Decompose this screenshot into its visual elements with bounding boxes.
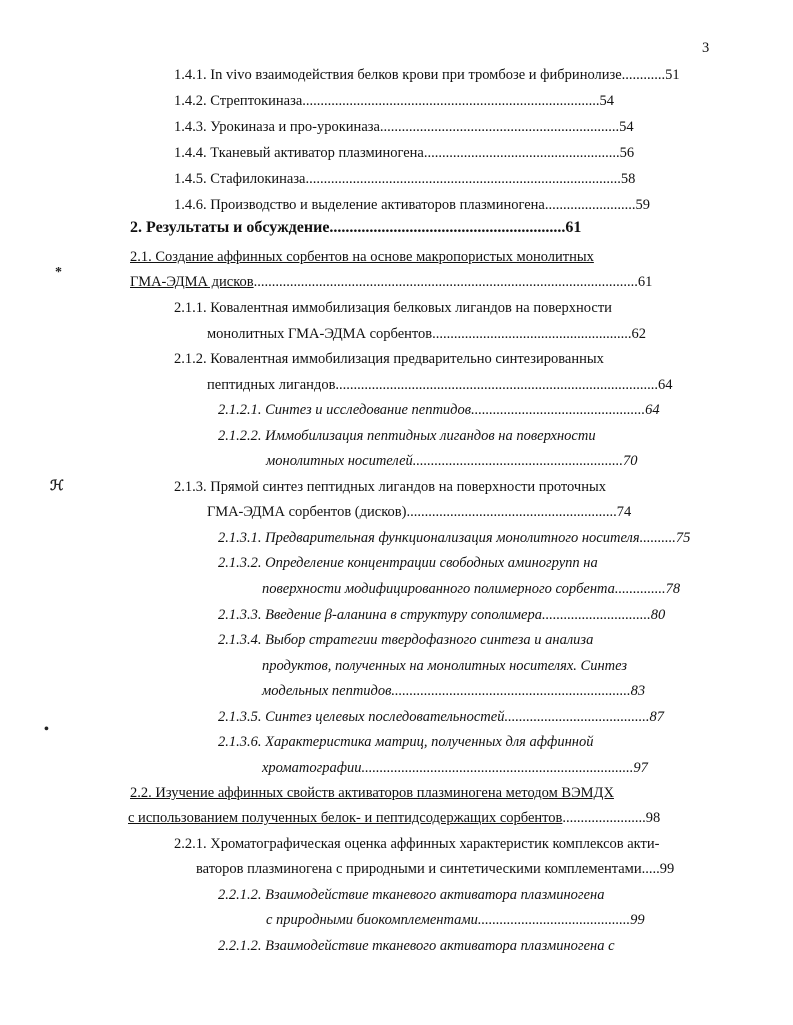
page-number: 3 [702,40,710,56]
toc-entry: 2.2. Изучение аффинных свойств активаторов плазминогена методом ВЭМДХ [130,785,614,801]
toc-entry: 2.1.3.6. Характеристика матриц, полученных для аффинной [218,734,594,750]
toc-entry: 2.1.2.2. Иммобилизация пептидных лигандов на поверхности [218,428,596,444]
toc-entry: 2.2.1. Хроматографическая оценка аффинных характеристик комплексов акти- [174,836,660,852]
toc-entry-leader: ..........................................................................................................61 [253,274,653,290]
toc-entry: монолитных ГМА-ЭДМА сорбентов.......................................................62 [207,326,647,342]
toc-entry: 2.1.3.2. Определение концентрации свободных аминогрупп на [218,555,598,571]
toc-entry: ваторов плазминогена с природными и синтетическими комплементами.....99 [196,861,675,877]
toc-entry: 2.1.2.1. Синтез и исследование пептидов................................................64 [218,402,660,418]
toc-entry: 2.1.3.1. Предварительная функционализация монолитного носителя..........75 [218,530,691,546]
toc-entry: 1.4.2. Стрептокиназа..................................................................................54 [174,93,614,109]
toc-entry: 2.1.2. Ковалентная иммобилизация предварительно синтезированных [174,351,604,367]
toc-entry [130,273,652,291]
toc-entry: хроматографии...........................................................................97 [262,760,648,776]
toc-entry: ГМА-ЭДМА сорбентов (дисков)..........................................................74 [207,504,632,520]
toc-entry: 2.1.1. Ковалентная иммобилизация белковых лигандов на поверхности [174,300,612,316]
toc-entry [128,809,660,827]
toc-entry: 2.1.3. Прямой синтез пептидных лигандов на поверхности проточных [174,479,606,495]
toc-entry: 2.1.3.3. Введение β-аланина в структуру сополимера..............................80 [218,607,666,623]
toc-entry: 1.4.5. Стафилокиназа.......................................................................................58 [174,171,636,187]
toc-entry-leader: .......................98 [562,810,661,826]
toc-entry: 1.4.4. Тканевый активатор плазминогена......................................................56 [174,145,635,161]
toc-entry: 1.4.6. Производство и выделение активаторов плазминогена.........................59 [174,197,650,213]
toc-entry: с природными биокомплементами..........................................99 [266,912,645,928]
toc-entry: 1.4.1. In vivo взаимодействия белков крови при тромбозе и фибринолизе............51 [174,67,680,83]
toc-entry: 1.4.3. Урокиназа и про-урокиназа..................................................................54 [174,119,634,135]
margin-mark: * [55,265,62,280]
toc-entry: продуктов, полученных на монолитных носителях. Синтез [262,658,628,674]
toc-entry: пептидных лигандов.........................................................................................64 [207,377,673,393]
toc-entry: 2.2.1.2. Взаимодействие тканевого активатора плазминогена с [218,938,615,954]
toc-entry-title: ГМА-ЭДМА дисков [130,274,254,290]
margin-mark: ℋ [50,479,64,494]
toc-entry: 2.1.3.5. Синтез целевых последовательностей........................................87 [218,709,664,725]
toc-entry: поверхности модифицированного полимерного сорбента..............78 [262,581,681,597]
margin-mark: • [44,722,49,737]
toc-entry: 2.1.3.4. Выбор стратегии твердофазного синтеза и анализа [218,632,594,648]
toc-entry: 2.2.1.2. Взаимодействие тканевого активатора плазминогена [218,887,605,903]
toc-entry-title: с использованием полученных белок- и пептидсодержащих сорбентов [128,810,563,826]
toc-entry: модельных пептидов..................................................................83 [262,683,646,699]
toc-entry: монолитных носителей..........................................................70 [266,453,638,469]
toc-section-heading: 2. Результаты и обсуждение...........................................................61 [130,219,582,236]
toc-entry: 2.1. Создание аффинных сорбентов на основе макропористых монолитных [130,249,594,265]
